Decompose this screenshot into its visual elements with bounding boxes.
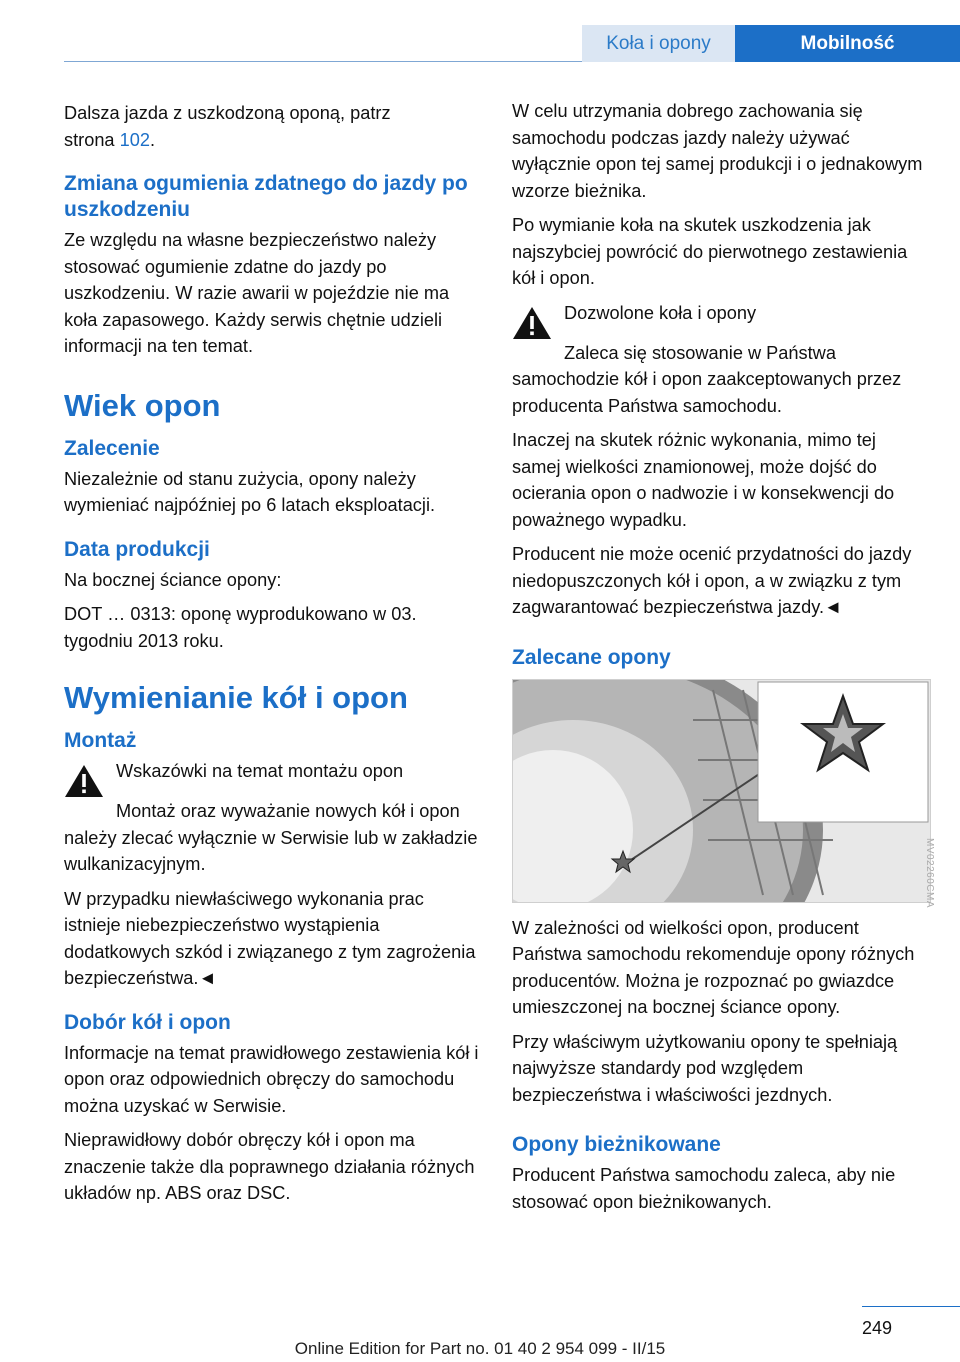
- paragraph: DOT … 0313: oponę wyprodukowano w 03. tygodniu 2013 roku.: [64, 604, 417, 651]
- heading-recommendation: Zalecenie: [64, 436, 160, 460]
- text: Dalsza jazda z uszkodzoną oponą, patrz: [64, 103, 391, 123]
- paragraph: W celu utrzymania dobrego zachowania się samochodu podczas jazdy należy używać wyłącznie opon tej samej produkcji i o jednakowym wzorze bieżnika.: [512, 101, 923, 201]
- paragraph: Inaczej na skutek różnic wykonania, mimo tej samej wielkości znamionowej, może dojść do ocierania opon o nadwozie i w konsekwencji do poważnego wypadku.: [512, 430, 895, 530]
- paragraph: W przypadku niewłaściwego wykonania prac istnieje niebezpieczeństwo wystąpienia dodatkowych szkód i związanego z tym zagrożenia bezpieczeństwa.◄: [64, 888, 476, 988]
- page-number: 249: [862, 1318, 893, 1338]
- paragraph: Informacje na temat prawidłowego zestawienia kół i opon oraz odpowiednich obręczy do samochodu można uzyskać w Serwisie.: [64, 1042, 479, 1116]
- paragraph: Po wymianie koła na skutek uszkodzenia jak najszybciej powrócić do pierwotnego zestawienia kół i opon.: [512, 215, 908, 288]
- figure-code: MV02260CMA: [924, 838, 935, 909]
- text: strona: [64, 129, 120, 150]
- heading-production-date: Data produkcji: [64, 537, 210, 561]
- footer-rule: [862, 1306, 960, 1307]
- paragraph: Na bocznej ściance opony:: [64, 569, 282, 590]
- heading-mounting: Montaż: [64, 729, 137, 752]
- warning-text: Zaleca się stosowanie w Państwa samochodzie kół i opon zaakceptowanych przez producenta Państwa samochodu.: [512, 342, 902, 416]
- right-column: [512, 98, 927, 1223]
- tab-mobility[interactable]: Mobilność: [735, 25, 960, 62]
- text: .: [149, 129, 156, 150]
- warning-block: [64, 758, 479, 798]
- paragraph: Ze względu na własne bezpieczeństwo należy stosować ogumienie zdatne do jazdy po uszkodzeniu. W razie awarii w pojeździe nie ma koła zapasowego. Każdy serwis chętnie udzieli informacji na ten temat.: [64, 230, 450, 356]
- warning-text: Montaż oraz wyważanie nowych kół i opon należy zlecać wyłącznie w Serwisie lub w zakładzie wulkanizacyjnym.: [64, 801, 478, 874]
- heading-recommended-tires: Zalecane opony: [512, 645, 671, 669]
- warning-icon: [512, 306, 552, 340]
- paragraph: Nieprawidłowy dobór obręczy kół i opon ma znaczenie także dla poprawnego działania różnych układów np. ABS oraz DSC.: [64, 1130, 475, 1203]
- warning-icon: [64, 764, 104, 798]
- page-link[interactable]: 102: [119, 129, 150, 150]
- left-column: [64, 100, 479, 1215]
- paragraph: Przy właściwym użytkowaniu opony te spełniają najwyższe standardy pod względem bezpieczeństwa i właściwości jezdnych.: [512, 1031, 898, 1105]
- tab-wheels-tires[interactable]: Koła i opony: [582, 25, 735, 62]
- warning-title: Dozwolone koła i opony: [564, 302, 757, 323]
- warning-block: [512, 300, 927, 340]
- tire-image: [513, 680, 930, 902]
- warning-title: Wskazówki na temat montażu opon: [116, 761, 404, 781]
- heading-selection: Dobór kół i opon: [64, 1010, 231, 1034]
- paragraph: Niezależnie od stanu zużycia, opony należy wymieniać najpóźniej po 6 latach eksploatacji.: [64, 468, 436, 515]
- edition-footer: Online Edition for Part no. 01 40 2 954 099 - II/15: [294, 1339, 666, 1358]
- heading-retreaded: Opony bieżnikowane: [512, 1133, 721, 1156]
- heading-tire-age: Wiek opon: [64, 387, 221, 423]
- paragraph: Producent Państwa samochodu zaleca, aby nie stosować opon bieżnikowanych.: [512, 1165, 896, 1212]
- heading-runflat: Zmiana ogumienia zdatnego do jazdy po uszkodzeniu: [64, 172, 468, 221]
- tire-star-illustration: [512, 679, 931, 903]
- paragraph: W zależności od wielkości opon, producent Państwa samochodu rekomenduje opony różnych producentów. Można je rozpoznać po gwiazdce umieszczonej na bocznej ściance opony.: [512, 917, 915, 1017]
- paragraph: [64, 100, 479, 153]
- paragraph: Producent nie może ocenić przydatności do jazdy niedopuszczonych kół i opon, a w związku z tym zagwarantować bezpieczeństwa jazdy.◄: [512, 544, 912, 617]
- heading-changing-wheels: Wymienianie kół i opon: [64, 680, 408, 715]
